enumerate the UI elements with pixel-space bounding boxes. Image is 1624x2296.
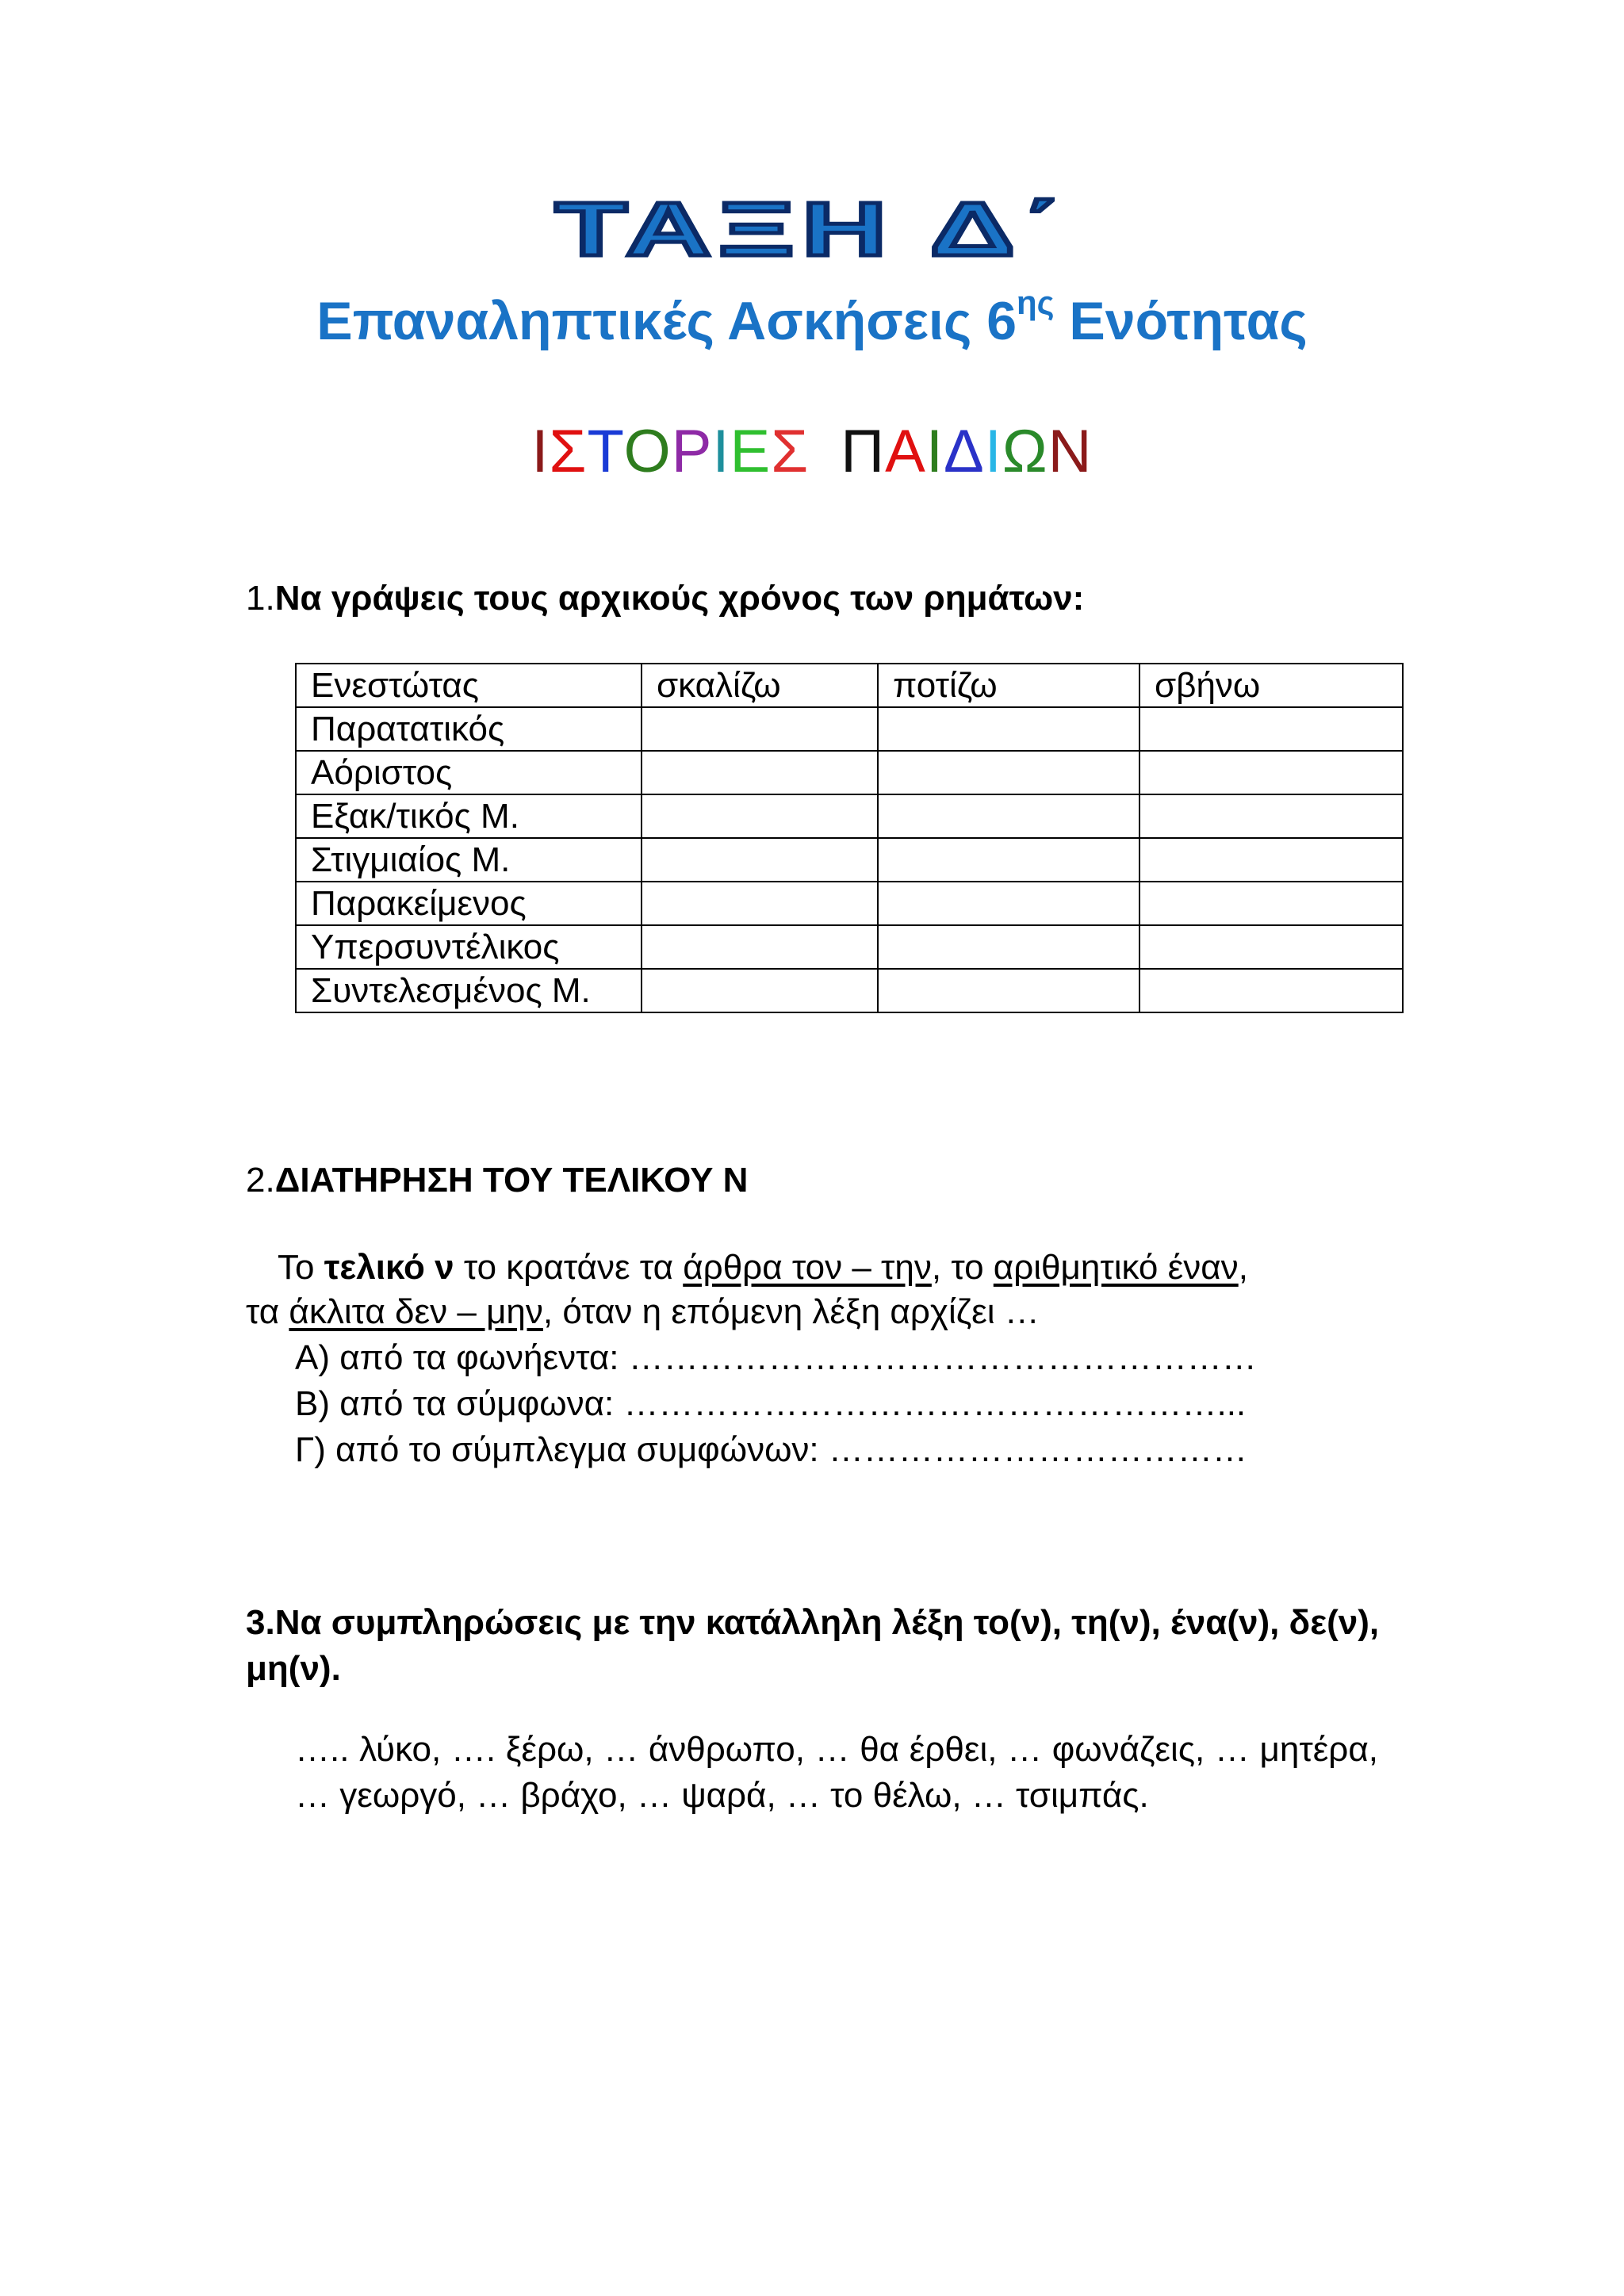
answer-cell[interactable]: [642, 751, 878, 794]
tense-label-cell: Παρακείμενος: [296, 882, 642, 925]
answer-cell[interactable]: [1139, 882, 1403, 925]
exercise-3-heading: 3.Να συμπληρώσεις με την κατάλληλη λέξη το(ν), τη(ν), ένα(ν), δε(ν), μη(ν).: [246, 1603, 1380, 1688]
verb-header-cell: ποτίζω: [878, 664, 1139, 707]
exercise-2-title: ΔΙΑΤΗΡΗΣΗ ΤΟΥ ΤΕΛΙΚΟΥ Ν: [274, 1161, 749, 1200]
rainbow-letter: Ι: [925, 418, 944, 485]
answer-cell[interactable]: [642, 882, 878, 925]
rainbow-letter: Ω: [1002, 418, 1048, 485]
answer-cell[interactable]: [878, 925, 1139, 969]
tense-label-cell: Ενεστώτας: [296, 664, 642, 707]
rainbow-letter: Τ: [587, 418, 624, 485]
rule-underlined-numeral: αριθμητικό έναν: [993, 1248, 1239, 1287]
rainbow-letter: Ε: [730, 418, 772, 485]
answer-cell[interactable]: [642, 707, 878, 751]
tense-label-cell: Υπερσυντέλικος: [296, 925, 642, 969]
table-row: [296, 794, 1403, 838]
answer-cell[interactable]: [642, 969, 878, 1012]
rainbow-letter: Ι: [712, 418, 730, 485]
verb-header-cell: σβήνω: [1139, 664, 1403, 707]
rainbow-letter: Ι: [984, 418, 1002, 485]
subtitle-text: Επαναληπτικές Ασκήσεις 6: [316, 291, 1017, 351]
rainbow-letter: Ι: [531, 418, 550, 485]
rainbow-heading: [0, 417, 1624, 486]
rainbow-letter: Ρ: [671, 418, 713, 485]
table-row: [296, 838, 1403, 882]
tense-label-cell: Παρατατικός: [296, 707, 642, 751]
title-text: ΤΑΞΗ Δ΄: [555, 186, 1069, 272]
table-row: [296, 969, 1403, 1012]
answer-cell[interactable]: [1139, 969, 1403, 1012]
rule-text: τα: [246, 1292, 289, 1331]
answer-cell[interactable]: [642, 794, 878, 838]
rule-line-2: [246, 1292, 1040, 1332]
exercise-1-heading: [246, 579, 1084, 618]
rule-text: , όταν η επόμενη λέξη αρχίζει …: [542, 1292, 1040, 1331]
rainbow-word-2: [841, 418, 1092, 485]
exercise-2-heading: [246, 1161, 748, 1200]
answer-cell[interactable]: [878, 751, 1139, 794]
rule-text: Το: [278, 1248, 324, 1287]
answer-cell[interactable]: [642, 925, 878, 969]
rainbow-letter: Σ: [771, 418, 810, 485]
tense-label-cell: Εξακ/τικός Μ.: [296, 794, 642, 838]
answer-cell[interactable]: [1139, 707, 1403, 751]
table-row: [296, 925, 1403, 969]
tense-label-cell: Συντελεσμένος Μ.: [296, 969, 642, 1012]
tense-label-cell: Αόριστος: [296, 751, 642, 794]
answer-cell[interactable]: [878, 707, 1139, 751]
exercise-1-prompt: Να γράψεις τους αρχικούς χρόνος των ρημάτων:: [274, 579, 1085, 618]
rule-bold-term: τελικό ν: [324, 1248, 454, 1287]
subtitle-end: Ενότητας: [1054, 291, 1308, 351]
table-row: [296, 882, 1403, 925]
rule-text: το κρατάνε τα: [454, 1248, 684, 1287]
rainbow-letter: Ν: [1048, 418, 1093, 485]
exercise-2-number: 2.: [246, 1161, 275, 1200]
rainbow-letter: Α: [885, 418, 926, 485]
rainbow-letter: Π: [841, 418, 886, 485]
table-row: [296, 707, 1403, 751]
worksheet-title: [0, 182, 1624, 277]
rule-text: , το: [931, 1248, 994, 1287]
rule-text: ,: [1238, 1248, 1248, 1287]
subtitle-superscript: ης: [1017, 284, 1055, 322]
answer-cell[interactable]: [642, 838, 878, 882]
rule-underlined-articles: άρθρα τον – την: [683, 1248, 932, 1287]
answer-cell[interactable]: [878, 882, 1139, 925]
answer-line-b[interactable]: Β) από τα σύμφωνα: ……………………………………………...: [295, 1384, 1247, 1423]
verb-header-cell: σκαλίζω: [642, 664, 878, 707]
exercise-3-fill-text[interactable]: ….. λύκο, …. ξέρω, … άνθρωπο, … θα έρθει, … φωνάζεις, … μητέρα, … γεωργό, … βράχο, … ψαρά, … το θέλω, … τσιμπάς.: [295, 1730, 1378, 1815]
answer-cell[interactable]: [878, 969, 1139, 1012]
tense-label-cell: Στιγμιαίος Μ.: [296, 838, 642, 882]
exercise-1-number: 1.: [246, 579, 275, 618]
tense-table: [295, 663, 1404, 1013]
rule-line-1: [278, 1248, 1248, 1288]
rule-underlined-particles: άκλιτα δεν – μην: [289, 1292, 543, 1331]
answer-cell[interactable]: [1139, 925, 1403, 969]
rainbow-letter: Δ: [943, 418, 985, 485]
answer-line-a[interactable]: Α) από τα φωνήεντα: ………………………………………………: [295, 1338, 1257, 1377]
answer-cell[interactable]: [1139, 838, 1403, 882]
answer-cell[interactable]: [878, 794, 1139, 838]
answer-cell[interactable]: [1139, 751, 1403, 794]
rainbow-word-1: [531, 418, 809, 485]
answer-line-c[interactable]: Γ) από το σύμπλεγμα συμφώνων: ………………………………: [295, 1430, 1247, 1469]
answer-cell[interactable]: [1139, 794, 1403, 838]
rainbow-letter: Ο: [623, 418, 672, 485]
rainbow-letter: Σ: [549, 418, 588, 485]
worksheet-subtitle: [0, 284, 1624, 352]
table-row: [296, 751, 1403, 794]
answer-cell[interactable]: [878, 838, 1139, 882]
table-header-row: [296, 664, 1403, 707]
